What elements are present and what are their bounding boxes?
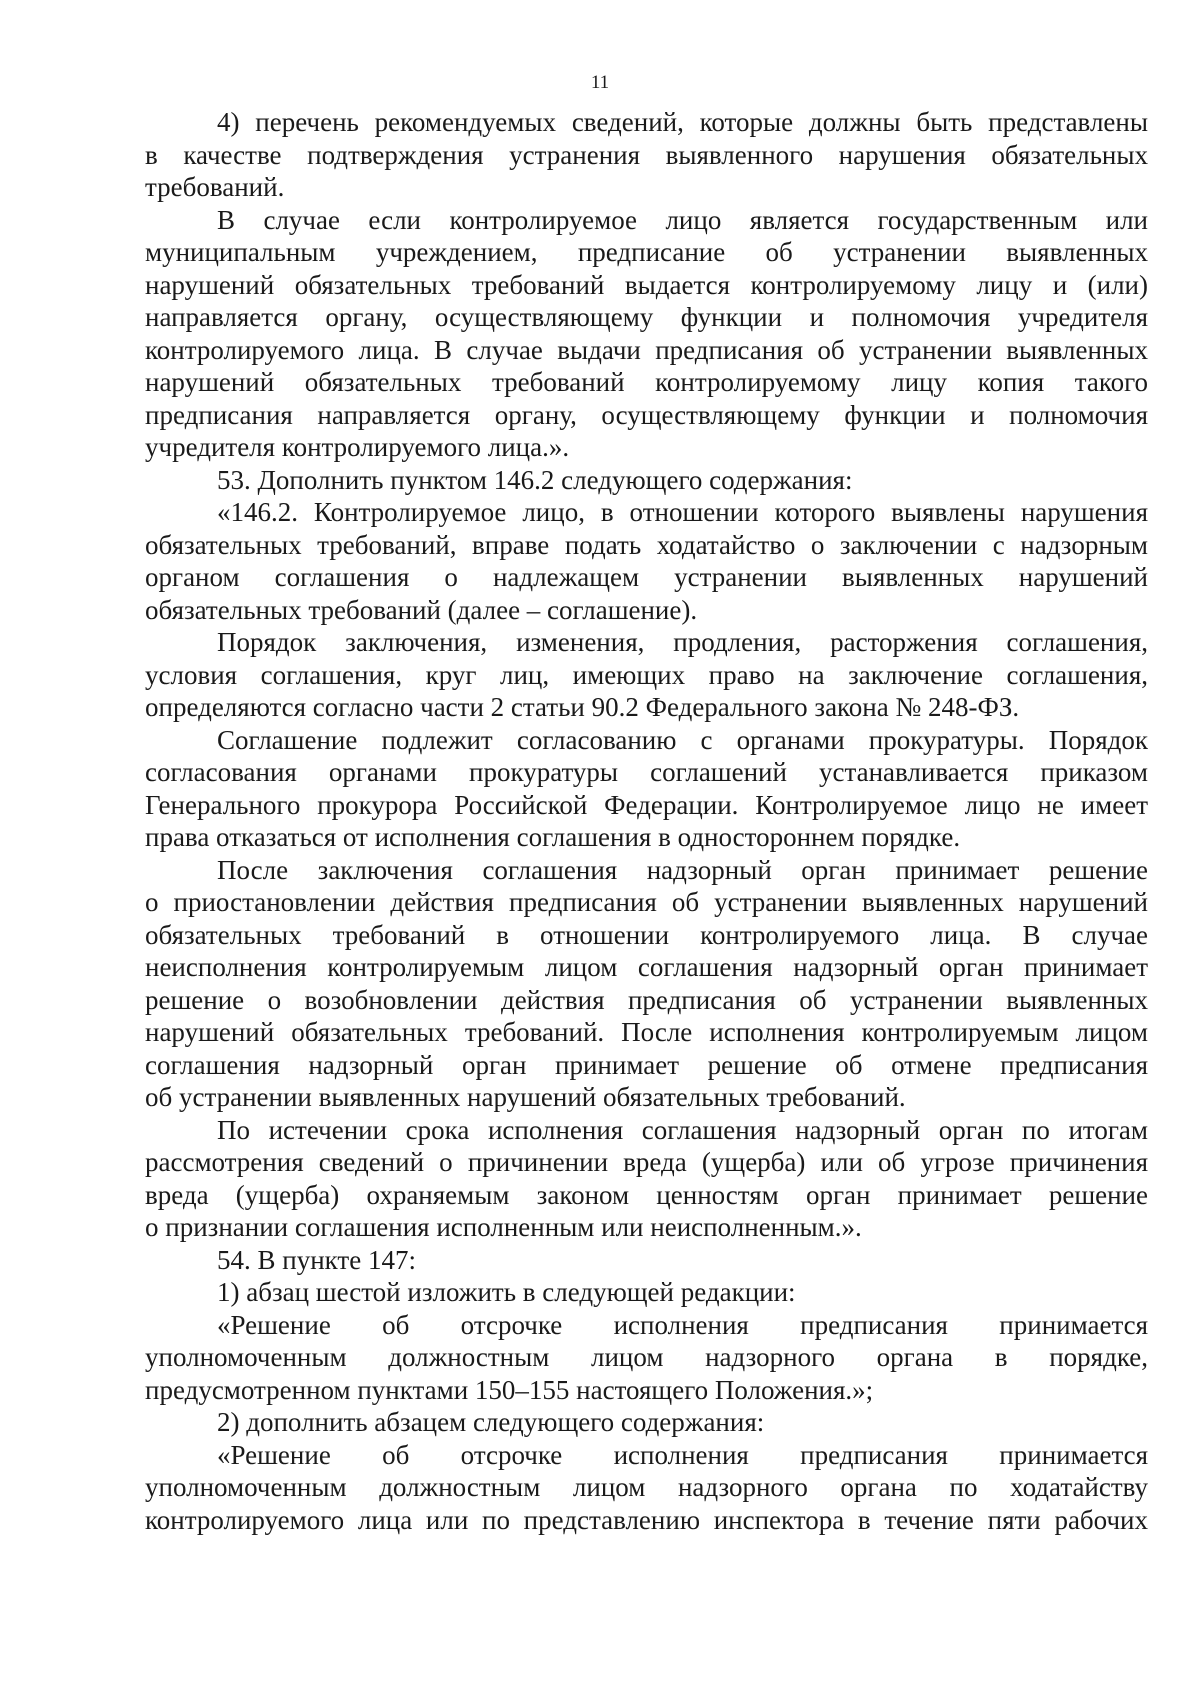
text-line: органом соглашения о надлежащем устранении выявленных нарушений <box>145 562 1148 592</box>
text-line: вреда (ущерба) охраняемым законом ценностям орган принимает решение <box>145 1179 1148 1210</box>
paragraph-p11 <box>145 1309 1148 1407</box>
text-line: рассмотрения сведений о причинении вреда (ущерба) или об угрозе причинения <box>145 1147 1148 1177</box>
paragraph-p9 <box>145 1244 1148 1277</box>
paragraph-p1 <box>145 106 1148 204</box>
paragraph-p10 <box>145 1276 1148 1309</box>
paragraph-p2 <box>145 204 1148 464</box>
paragraph-p3 <box>145 464 1148 497</box>
text-line: Соглашение подлежит согласованию с органами прокуратуры. Порядок <box>217 724 1148 755</box>
text-line: уполномоченным должностным лицом надзорного органа по ходатайству <box>145 1472 1148 1502</box>
text-line: 1) абзац шестой изложить в следующей редакции: <box>217 1277 796 1307</box>
text-line: 2) дополнить абзацем следующего содержания: <box>217 1407 765 1437</box>
text-line: «Решение об отсрочке исполнения предписания принимается <box>217 1439 1148 1470</box>
text-line: обязательных требований в отношении контролируемого лица. В случае <box>145 919 1148 950</box>
text-line: условия соглашения, круг лиц, имеющих право на заключение соглашения, <box>145 659 1148 690</box>
text-line: предписания направляется органу, осуществляющему функции и полномочия <box>145 399 1148 430</box>
text-line: решение о возобновлении действия предписания об устранении выявленных <box>145 984 1148 1015</box>
text-line: в качестве подтверждения устранения выявленного нарушения обязательных <box>145 139 1148 170</box>
paragraph-p4 <box>145 496 1148 626</box>
text-line: 53. Дополнить пунктом 146.2 следующего содержания: <box>217 464 853 495</box>
text-line: 54. В пункте 147: <box>217 1244 416 1275</box>
text-line: После заключения соглашения надзорный орган принимает решение <box>217 854 1148 885</box>
paragraph-p12 <box>145 1406 1148 1439</box>
text-line: соглашения надзорный орган принимает решение об отмене предписания <box>145 1049 1148 1080</box>
text-line: Генерального прокурора Российской Федерации. Контролируемое лицо не имеет <box>145 789 1148 820</box>
text-line: об устранении выявленных нарушений обязательных требований. <box>145 1082 906 1112</box>
paragraph-p6 <box>145 724 1148 854</box>
text-line: обязательных требований (далее – соглашение). <box>145 594 698 625</box>
text-line: В случае если контролируемое лицо является государственным или <box>217 204 1148 235</box>
text-line: направляется органу, осуществляющему функции и полномочия учредителя <box>145 302 1148 332</box>
text-line: муниципальным учреждением, предписание об устранении выявленных <box>145 237 1148 267</box>
text-line: согласования органами прокуратуры соглашений устанавливается приказом <box>145 757 1148 787</box>
text-line: контролируемого лица или по представлению инспектора в течение пяти рабочих <box>145 1504 1148 1535</box>
paragraph-p5 <box>145 626 1148 724</box>
text-line: предусмотренном пунктами 150–155 настоящего Положения.»; <box>145 1374 874 1405</box>
text-line: о признании соглашения исполненным или неисполненным.». <box>145 1212 862 1242</box>
text-line: учредителя контролируемого лица.». <box>145 432 570 462</box>
text-line: По истечении срока исполнения соглашения надзорный орган по итогам <box>217 1114 1148 1145</box>
text-line: неисполнения контролируемым лицом соглашения надзорный орган принимает <box>145 952 1148 982</box>
text-line: Порядок заключения, изменения, продления, расторжения соглашения, <box>217 627 1148 657</box>
text-line: уполномоченным должностным лицом надзорного органа в порядке, <box>145 1342 1148 1372</box>
text-line: требований. <box>145 172 285 202</box>
text-line: «146.2. Контролируемое лицо, в отношении которого выявлены нарушения <box>217 497 1148 527</box>
document-body <box>145 106 1148 1536</box>
text-line: нарушений обязательных требований. После исполнения контролируемым лицом <box>145 1017 1148 1047</box>
text-line: определяются согласно части 2 статьи 90.2 Федерального закона № 248-ФЗ. <box>145 692 1020 722</box>
text-line: «Решение об отсрочке исполнения предписания принимается <box>217 1309 1148 1340</box>
text-line: обязательных требований, вправе подать ходатайство о заключении с надзорным <box>145 529 1148 560</box>
text-line: права отказаться от исполнения соглашения в одностороннем порядке. <box>145 822 961 852</box>
page-number: 11 <box>590 72 610 93</box>
paragraph-p13 <box>145 1439 1148 1537</box>
paragraph-p7 <box>145 854 1148 1114</box>
text-line: нарушений обязательных требований контролируемому лицу копия такого <box>145 367 1148 397</box>
text-line: контролируемого лица. В случае выдачи предписания об устранении выявленных <box>145 334 1148 365</box>
text-line: 4) перечень рекомендуемых сведений, которые должны быть представлены <box>217 107 1148 137</box>
text-line: нарушений обязательных требований выдается контролируемому лицу и (или) <box>145 269 1148 300</box>
paragraph-p8 <box>145 1114 1148 1244</box>
text-line: о приостановлении действия предписания об устранении выявленных нарушений <box>145 887 1148 917</box>
